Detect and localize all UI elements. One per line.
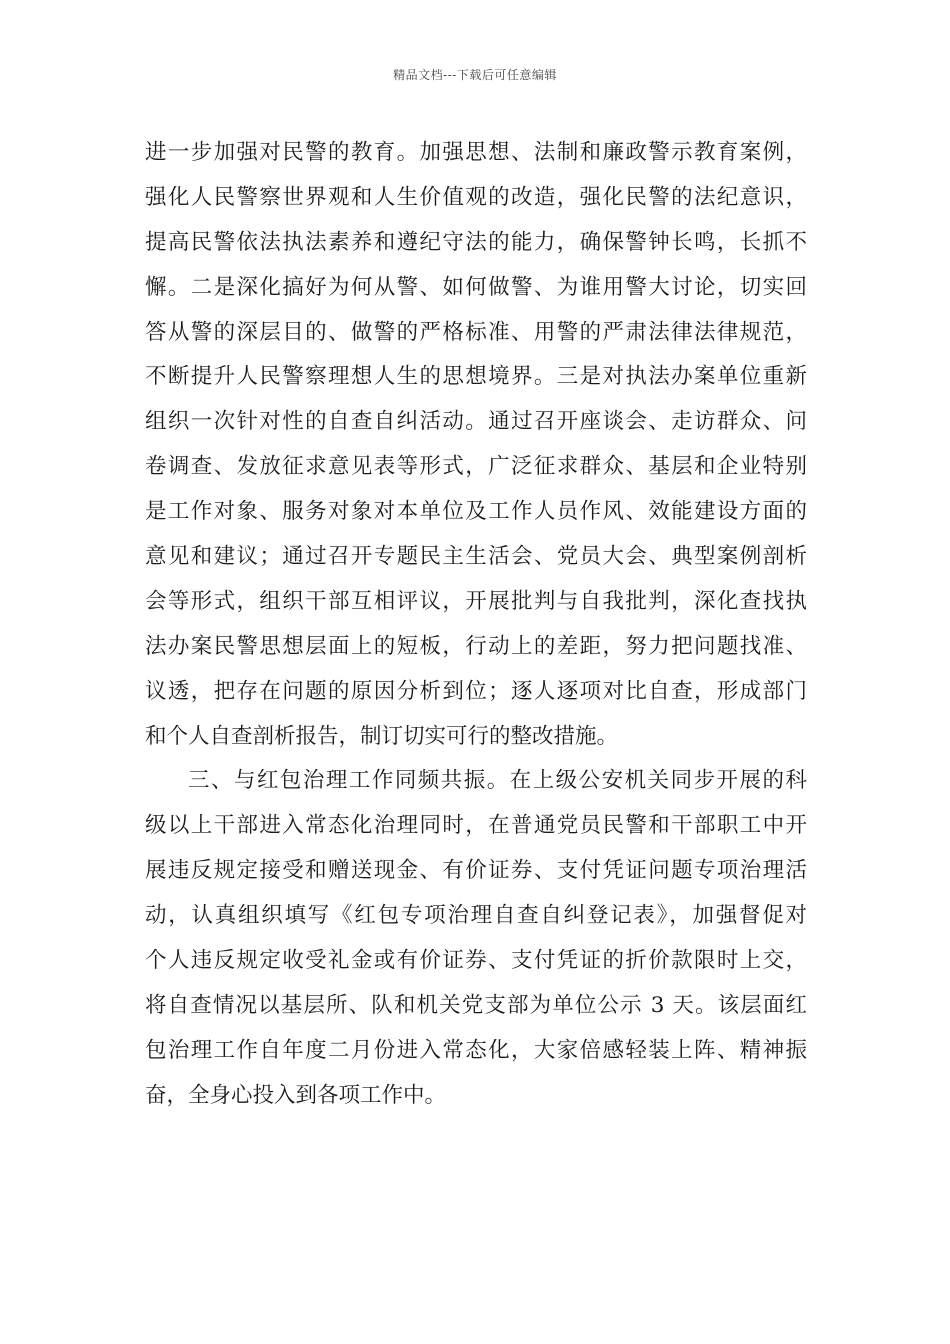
text-line: 三、与红包治理工作同频共振。在上级公安机关同步开展的科 [188, 768, 807, 794]
text-line: 包治理工作自年度二月份进入常态化，大家倍感轻装上阵、精神振 [145, 1037, 807, 1063]
text-line: 将自查情况以基层所、队和机关党支部为单位公示 3 天。该层面红 [145, 992, 807, 1018]
text-line: 组织一次针对性的自查自纠活动。通过召开座谈会、走访群众、问 [145, 409, 807, 435]
text-line: 不断提升人民警察理想人生的思想境界。三是对执法办案单位重新 [145, 364, 807, 390]
paragraph-1 [145, 131, 807, 759]
text-line: 级以上干部进入常态化治理同时，在普通党员民警和干部职工中开 [145, 813, 807, 839]
text-line: 意见和建议；通过召开专题民主生活会、党员大会、典型案例剖析 [145, 544, 807, 570]
text-line: 动，认真组织填写《红包专项治理自查自纠登记表》，加强督促对 [145, 903, 807, 929]
text-line: 奋，全身心投入到各项工作中。 [145, 1082, 447, 1108]
text-line: 懈。二是深化搞好为何从警、如何做警、为谁用警大讨论，切实回 [145, 274, 807, 300]
text-line: 法办案民警思想层面上的短板，行动上的差距，努力把问题找准、 [145, 633, 807, 659]
page-header: 精品文档---下载后可任意编辑 [393, 68, 557, 82]
text-line: 卷调查、发放征求意见表等形式，广泛征求群众、基层和企业特别 [145, 454, 807, 480]
text-line: 提高民警依法执法素养和遵纪守法的能力，确保警钟长鸣，长抓不 [145, 229, 807, 255]
text-line: 会等形式，组织干部互相评议，开展批判与自我批判，深化查找执 [145, 588, 807, 614]
text-line: 展违反规定接受和赠送现金、有价证券、支付凭证问题专项治理活 [145, 858, 807, 884]
text-line: 是工作对象、服务对象对本单位及工作人员作风、效能建设方面的 [145, 499, 807, 525]
paragraph-2 [145, 759, 807, 1118]
text-line: 和个人自查剖析报告，制订切实可行的整改措施。 [145, 723, 619, 749]
document-body [145, 131, 807, 1119]
text-line: 个人违反规定收受礼金或有价证券、支付凭证的折价款限时上交， [145, 948, 807, 974]
text-line: 进一步加强对民警的教育。加强思想、法制和廉政警示教育案例， [145, 140, 807, 165]
text-line: 议透，把存在问题的原因分析到位；逐人逐项对比自查，形成部门 [145, 678, 807, 704]
text-line: 强化人民警察世界观和人生价值观的改造，强化民警的法纪意识， [145, 184, 807, 210]
text-line: 答从警的深层目的、做警的严格标准、用警的严肃法律法律规范， [145, 319, 807, 345]
